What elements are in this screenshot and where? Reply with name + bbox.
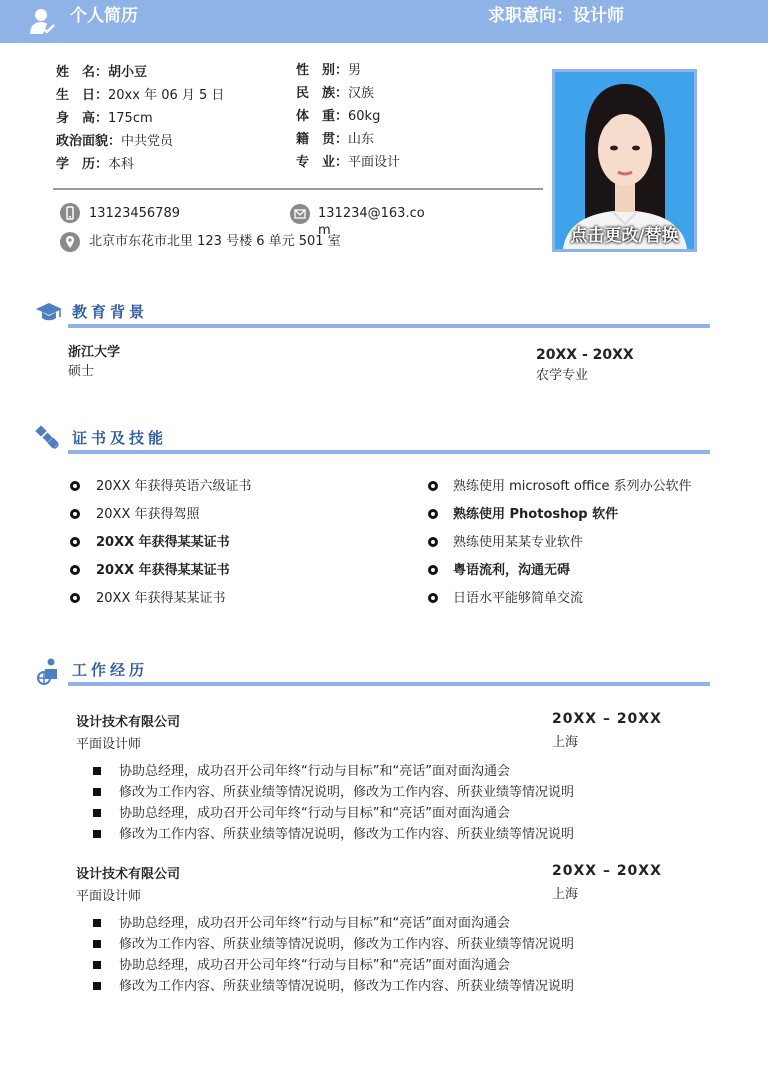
skills-heading: 证书及技能	[72, 429, 168, 447]
info-politics	[56, 133, 173, 150]
info-value: 本科	[108, 157, 135, 172]
info-divider	[53, 188, 543, 190]
info-label: 政治面貌：	[56, 134, 122, 149]
info-value: 60kg	[348, 109, 381, 124]
job-duty: 协助总经理，成功召开公司年终“行动与目标”和“亮话”面对面沟通会	[119, 958, 510, 973]
info-label: 身 高：	[56, 111, 109, 126]
location-icon	[60, 232, 80, 252]
mail-icon	[290, 204, 310, 224]
info-label: 学 历：	[56, 157, 109, 172]
company-name: 设计技术有限公司	[76, 715, 181, 730]
skill-item: 20XX 年获得某某证书	[96, 563, 230, 578]
bullet-icon	[93, 982, 101, 990]
job-location: 上海	[552, 887, 579, 902]
info-value: 中共党员	[121, 134, 174, 149]
info-label: 民 族：	[296, 86, 349, 101]
skill-item: 粤语流利，沟通无碍	[453, 563, 571, 578]
job-duty: 协助总经理，成功召开公司年终“行动与目标”和“亮话”面对面沟通会	[119, 764, 510, 779]
graduation-cap-icon	[35, 298, 63, 326]
phone-icon	[60, 203, 80, 223]
bullet-icon	[93, 767, 101, 775]
address: 北京市东花市北里 123 号楼 6 单元 501 室	[89, 234, 341, 249]
job-duty: 协助总经理，成功召开公司年终“行动与目标”和“亮话”面对面沟通会	[119, 806, 510, 821]
info-gender	[296, 62, 361, 79]
school-name: 浙江大学	[68, 345, 121, 360]
info-label: 专 业：	[296, 155, 349, 170]
work-heading: 工作经历	[72, 661, 149, 679]
bullet-icon	[428, 565, 438, 575]
page-title: 个人简历	[70, 6, 138, 26]
skill-item: 20XX 年获得驾照	[96, 507, 200, 522]
bullet-icon	[93, 788, 101, 796]
info-value: 胡小豆	[108, 65, 148, 80]
job-duty: 修改为工作内容、所获业绩等情况说明，修改为工作内容、所获业绩等情况说明	[119, 979, 575, 994]
bullet-icon	[93, 940, 101, 948]
bullet-icon	[428, 593, 438, 603]
satellite-icon	[34, 424, 62, 452]
skill-item: 日语水平能够简单交流	[453, 591, 584, 606]
education-major: 农学专业	[536, 368, 589, 383]
info-value: 平面设计	[348, 155, 401, 170]
job-duty: 修改为工作内容、所获业绩等情况说明，修改为工作内容、所获业绩等情况说明	[119, 827, 575, 842]
job-intent: 求职意向：设计师	[488, 6, 624, 26]
info-major	[296, 154, 400, 171]
education-heading: 教育背景	[72, 303, 149, 321]
info-label: 姓 名：	[56, 65, 109, 80]
bullet-icon	[93, 830, 101, 838]
work-rule	[68, 682, 710, 686]
info-name	[56, 64, 147, 81]
user-check-icon	[28, 7, 56, 35]
degree: 硕士	[68, 364, 95, 379]
info-weight	[296, 108, 380, 125]
bullet-icon	[70, 537, 80, 547]
info-value: 山东	[348, 132, 375, 147]
header-bar	[0, 0, 768, 43]
bullet-icon	[70, 565, 80, 575]
profile-photo[interactable]	[552, 69, 697, 252]
job-position: 平面设计师	[76, 737, 142, 752]
bullet-icon	[93, 919, 101, 927]
job-period: 20XX – 20XX	[552, 711, 662, 727]
email-address: 131234@163.co	[318, 206, 425, 221]
education-period: 20XX - 20XX	[536, 347, 634, 363]
job-position: 平面设计师	[76, 889, 142, 904]
bullet-icon	[93, 809, 101, 817]
job-period: 20XX – 20XX	[552, 863, 662, 879]
job-duty: 协助总经理，成功召开公司年终“行动与目标”和“亮话”面对面沟通会	[119, 916, 510, 931]
info-hometown	[296, 131, 374, 148]
change-photo-label[interactable]: 点击更改/替换	[570, 226, 679, 246]
skill-item: 20XX 年获得某某证书	[96, 535, 230, 550]
bullet-icon	[70, 509, 80, 519]
info-value: 汉族	[348, 86, 375, 101]
skill-item: 熟练使用某某专业软件	[453, 535, 584, 550]
worker-icon	[35, 657, 63, 685]
company-name: 设计技术有限公司	[76, 867, 181, 882]
bullet-icon	[93, 961, 101, 969]
info-label: 体 重：	[296, 109, 349, 124]
info-value: 男	[348, 63, 362, 78]
info-value: 175cm	[108, 111, 153, 126]
bullet-icon	[428, 509, 438, 519]
job-duty: 修改为工作内容、所获业绩等情况说明，修改为工作内容、所获业绩等情况说明	[119, 785, 575, 800]
info-label: 籍 贯：	[296, 132, 349, 147]
phone-number: 13123456789	[89, 206, 180, 221]
education-rule	[68, 324, 710, 328]
skill-item: 20XX 年获得某某证书	[96, 591, 226, 606]
bullet-icon	[70, 481, 80, 491]
job-duty: 修改为工作内容、所获业绩等情况说明，修改为工作内容、所获业绩等情况说明	[119, 937, 575, 952]
skill-item: 20XX 年获得英语六级证书	[96, 479, 252, 494]
bullet-icon	[428, 537, 438, 547]
portrait-image	[555, 72, 694, 249]
info-ethnicity	[296, 85, 374, 102]
skills-rule	[68, 450, 710, 454]
info-label: 生 日：	[56, 88, 109, 103]
bullet-icon	[70, 593, 80, 603]
info-label: 性 别：	[296, 63, 349, 78]
info-education	[56, 156, 134, 173]
bullet-icon	[428, 481, 438, 491]
job-location: 上海	[552, 735, 579, 750]
info-value: 20xx 年 06 月 5 日	[108, 88, 225, 103]
skill-item: 熟练使用 microsoft office 系列办公软件	[453, 479, 692, 494]
info-birthday	[56, 87, 224, 104]
email-address-wrap: m	[318, 223, 331, 238]
info-height	[56, 110, 153, 127]
skill-item: 熟练使用 Photoshop 软件	[453, 507, 619, 522]
